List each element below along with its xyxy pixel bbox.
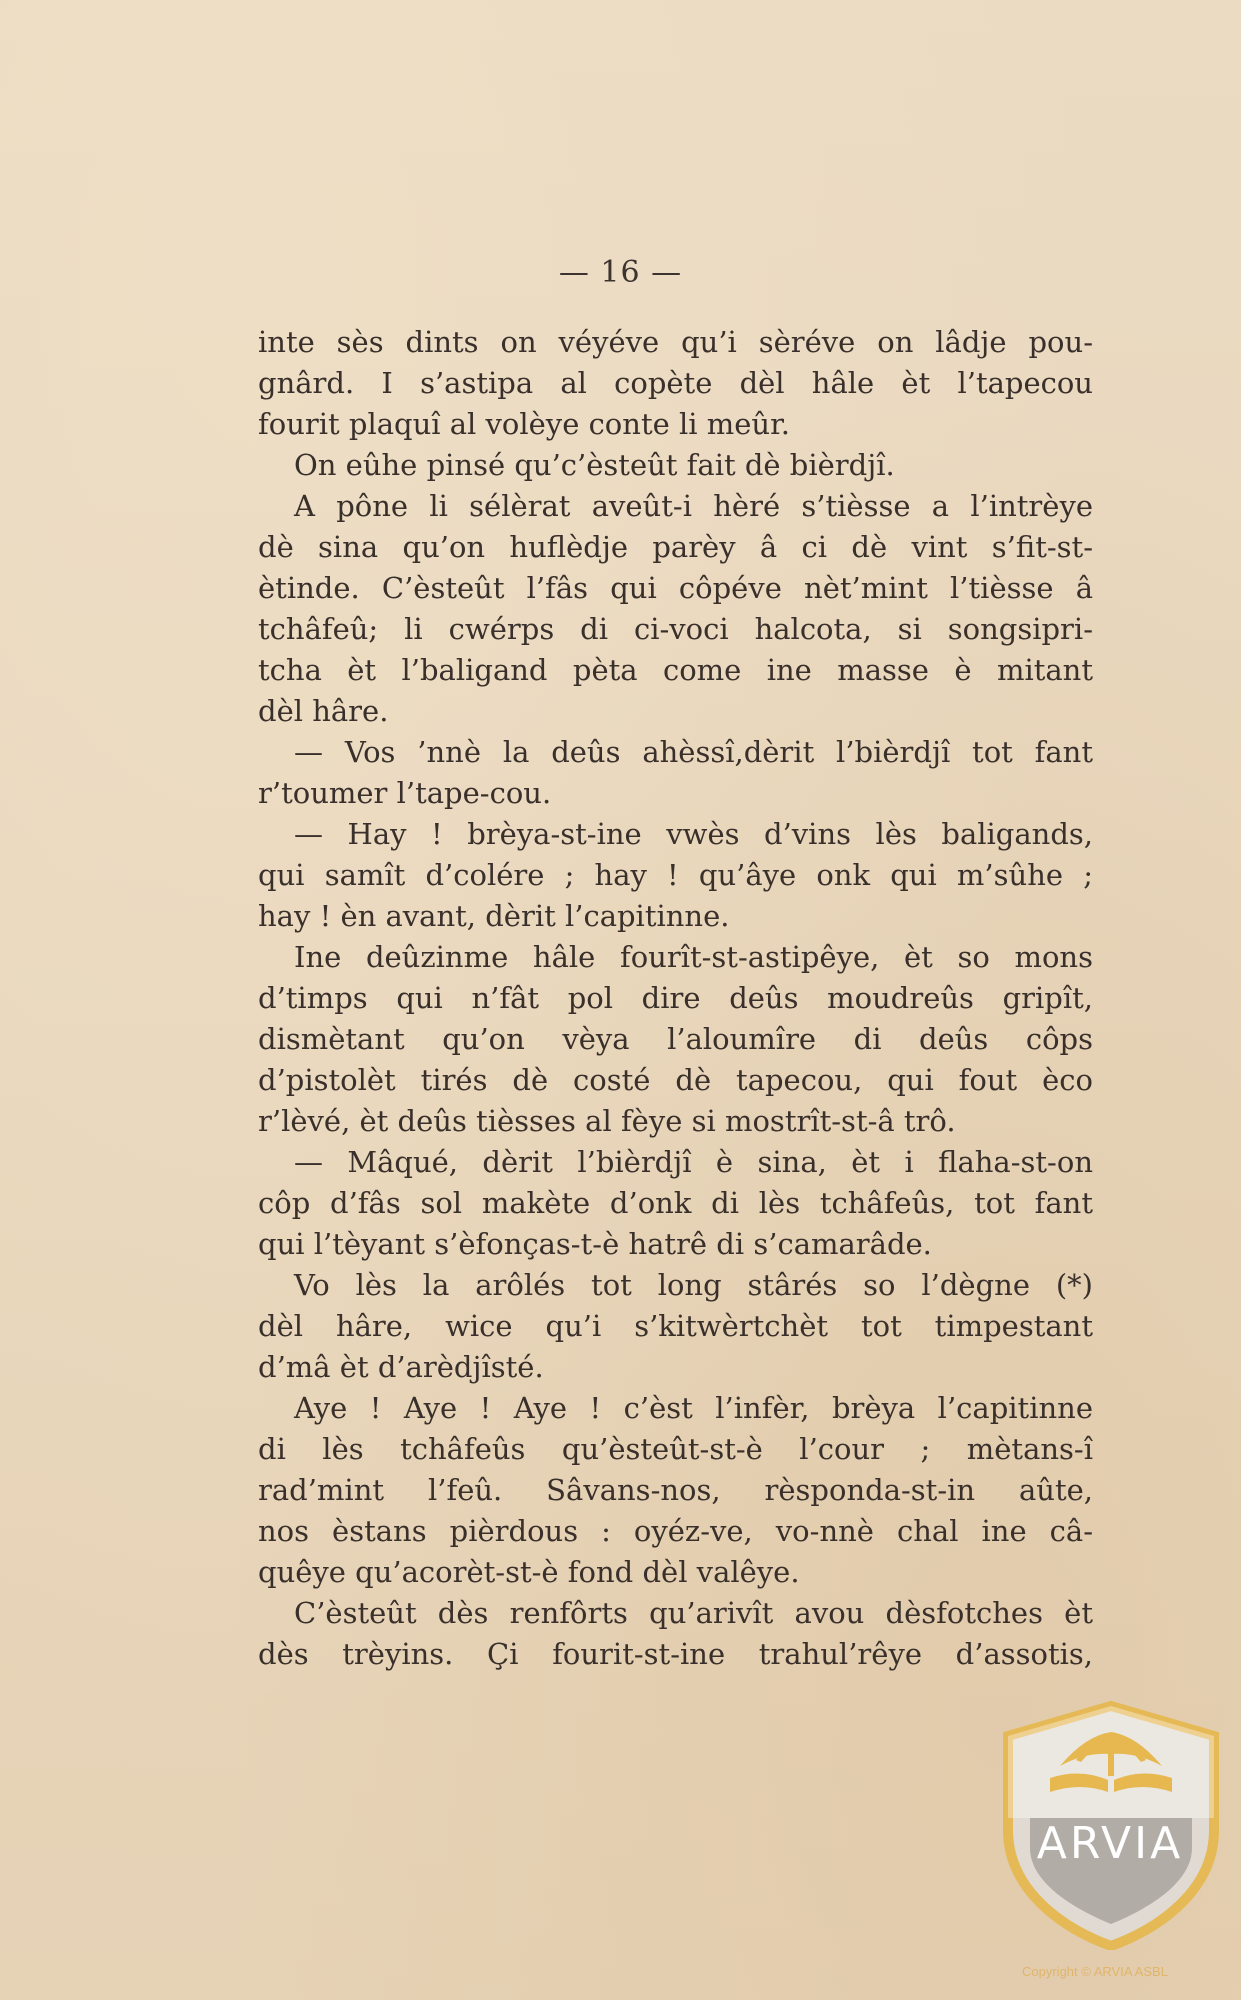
text-line: On eûhe pinsé qu’c’èsteût fait dè bièrdjî. [294,448,895,482]
text-line: inte sès dints on véyéve qu’i sèréve on lâdje pou- [258,325,1093,359]
text-line: di lès tchâfeûs qu’èsteût-st-è l’cour ; mètans-î [258,1432,1093,1466]
text-line: qui l’tèyant s’èfonças-t-è hatrê di s’camarâde. [258,1227,932,1261]
text-line: hay ! èn avant, dèrit l’capitinne. [258,899,730,933]
text-line: dès trèyins. Çi fourit-st-ine trahul’rêye d’assotis, [258,1637,1093,1671]
text-line: d’timps qui n’fât pol dire deûs moudreûs gripît, [258,981,1093,1015]
text-line: Aye ! Aye ! Aye ! c’èst l’infèr, brèya l’capitinne [294,1391,1093,1425]
text-line: nos èstans pièrdous : oyéz-ve, vo-nnè chal ine câ- [258,1514,1093,1548]
text-line: — Mâqué, dèrit l’bièrdjî è sina, èt i flaha-st-on [294,1145,1093,1179]
text-line: qui samît d’colére ; hay ! qu’âye onk qui m’sûhe ; [258,858,1093,892]
text-line: d’mâ èt d’arèdjîsté. [258,1350,544,1384]
text-line: d’pistolèt tirés dè costé dè tapecou, qui fout èco [258,1063,1093,1097]
copyright-notice: Copyright © ARVIA ASBL [1022,1964,1168,1979]
text-line: côp d’fâs sol makète d’onk di lès tchâfeûs, tot fant [258,1186,1093,1220]
text-line: Ine deûzinme hâle fourît-st-astipêye, èt so mons [294,940,1093,974]
text-line: r’toumer l’tape-cou. [258,776,552,810]
text-line: dèl hâre, wice qu’i s’kitwèrtchèt tot timpestant [258,1309,1093,1343]
text-line: A pône li sélèrat aveût-i hèré s’tièsse a l’intrèye [294,489,1093,523]
text-line: r’lèvé, èt deûs tièsses al fèye si mostrît-st-â trô. [258,1104,956,1138]
text-line: — Hay ! brèya-st-ine vwès d’vins lès baligands, [294,817,1093,851]
text-line: fourit plaquî al volèye conte li meûr. [258,407,790,441]
text-line: quêye qu’acorèt-st-è fond dèl valêye. [258,1555,800,1589]
text-line: C’èsteût dès renfôrts qu’arivît avou dèsfotches èt [294,1596,1093,1630]
body-text [258,322,1093,1675]
text-line: rad’mint l’feû. Sâvans-nos, rèsponda-st-in aûte, [258,1473,1093,1507]
logo-text: ARVIA [1036,1818,1184,1869]
text-line: dè sina qu’on huflèdje parèy â ci dè vint s’fit-st- [258,530,1093,564]
text-line: tchâfeû; li cwérps di ci-voci halcota, si songsipri- [258,612,1093,646]
text-line: dismètant qu’on vèya l’aloumîre di deûs côps [258,1022,1093,1056]
text-line: — Vos ’nnè la deûs ahèssî,dèrit l’bièrdjî tot fant [294,735,1093,769]
arvia-logo [1000,1700,1230,1970]
text-line: Vo lès la arôlés tot long stârés so l’dègne (*) [294,1268,1093,1302]
text-line: ètinde. C’èsteût l’fâs qui côpéve nèt’mint l’tièsse â [258,571,1093,605]
text-line: gnârd. I s’astipa al copète dèl hâle èt l’tapecou [258,366,1093,400]
page-number: — 16 — [558,255,683,290]
text-line: dèl hâre. [258,694,389,728]
text-line: tcha èt l’baligand pèta come ine masse è mitant [258,653,1093,687]
